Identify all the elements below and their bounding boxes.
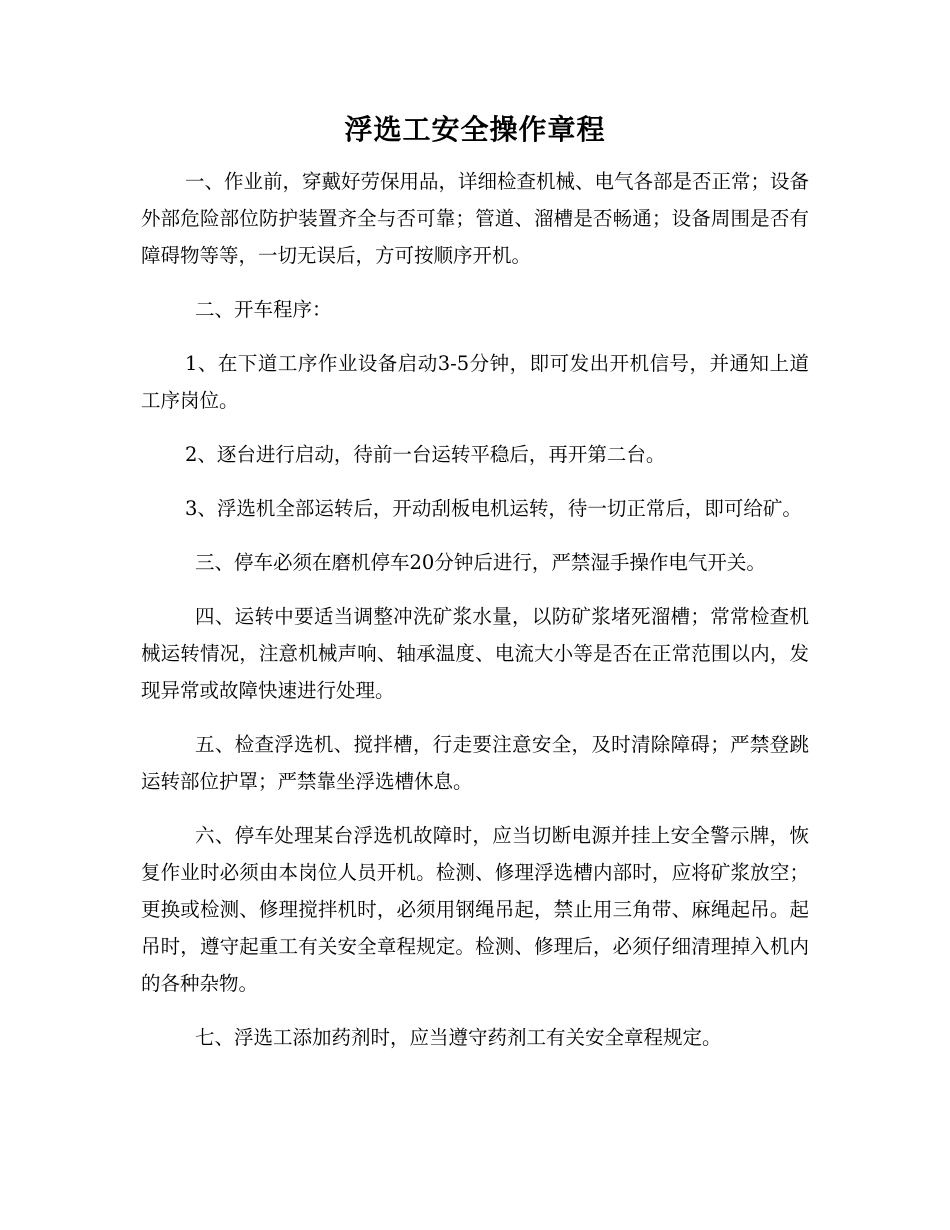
paragraph-maintenance: 六、停车处理某台浮选机故障时，应当切断电源并挂上安全警示牌，恢复作业时必须由本岗位人员开机。检测、修理浮选槽内部时，应将矿浆放空；更换或检测、修理搅拌机时，必须用钢绳吊起，禁止用三角带、麻绳起吊。起吊时，遵守起重工有关安全章程规定。检测、修理后，必须仔细清理掉入机内的各种杂物。 [141, 824, 809, 995]
paragraph-startup-step-3: 3、浮选机全部运转后，开动刮板电机运转，待一切正常后，即可给矿。 [185, 497, 802, 520]
paragraph-inspection: 五、检查浮选机、搅拌槽，行走要注意安全，及时清除障碍；严禁登跳运转部位护罩；严禁靠坐浮选槽休息。 [141, 733, 809, 793]
paragraph-startup-heading: 二、开车程序： [195, 298, 332, 321]
paragraph-operation: 四、运转中要适当调整冲洗矿浆水量，以防矿浆堵死溜槽；常常检查机械运转情况，注意机械声响、轴承温度、电流大小等是否在正常范围以内，发现异常或故障快速进行处理。 [141, 605, 809, 702]
document-body [141, 163, 809, 1056]
paragraph-startup-step-1: 1、在下道工序作业设备启动3-5分钟，即可发出开机信号，并通知上道工序岗位。 [141, 352, 809, 412]
paragraph-reagents: 七、浮选工添加药剂时，应当遵守药剂工有关安全章程规定。 [195, 1026, 722, 1049]
document-title: 浮选工安全操作章程 [344, 113, 606, 146]
paragraph-shutdown: 三、停车必须在磨机停车20分钟后进行，严禁湿手操作电气开关。 [195, 551, 766, 574]
paragraph-pre-work: 一、作业前，穿戴好劳保用品，详细检查机械、电气各部是否正常；设备外部危险部位防护装置齐全与否可靠；管道、溜槽是否畅通；设备周围是否有障碍物等等，一切无误后，方可按顺序开机。 [141, 170, 810, 267]
paragraph-startup-step-2: 2、逐台进行启动，待前一台运转平稳后，再开第二台。 [185, 443, 666, 466]
